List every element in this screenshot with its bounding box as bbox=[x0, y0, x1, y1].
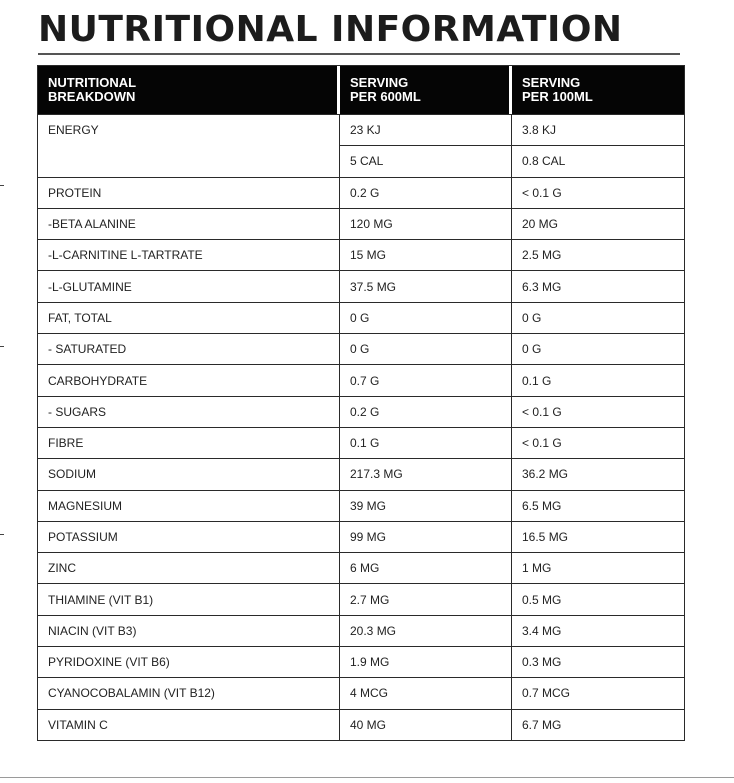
table-row bbox=[38, 333, 684, 364]
value-per-100ml: 2.5 MG bbox=[512, 239, 684, 270]
table-row bbox=[38, 677, 684, 708]
value-per-600ml: 0.7 G bbox=[340, 364, 512, 395]
value-per-600ml: 0.1 G bbox=[340, 427, 512, 458]
value-per-600ml: 4 MCG bbox=[340, 677, 512, 708]
table-row bbox=[38, 302, 684, 333]
value-per-100ml: 0.3 MG bbox=[512, 646, 684, 677]
table-row bbox=[38, 177, 684, 208]
nutrient-name: PROTEIN bbox=[38, 177, 340, 208]
value-per-100ml: 6.3 MG bbox=[512, 270, 684, 301]
table-row bbox=[38, 427, 684, 458]
edge-tick-mark bbox=[0, 346, 4, 347]
nutrient-name: ZINC bbox=[38, 552, 340, 583]
nutrient-name: CARBOHYDRATE bbox=[38, 364, 340, 395]
header-serving-100ml bbox=[512, 66, 684, 114]
table-row bbox=[38, 646, 684, 677]
nutrient-name: - SUGARS bbox=[38, 396, 340, 427]
nutrient-name: POTASSIUM bbox=[38, 521, 340, 552]
table-row bbox=[38, 709, 684, 740]
value-per-100ml: 0 G bbox=[512, 333, 684, 364]
nutrient-name: -L-GLUTAMINE bbox=[38, 270, 340, 301]
value-per-100ml: < 0.1 G bbox=[512, 177, 684, 208]
nutrient-name: FIBRE bbox=[38, 427, 340, 458]
table-row bbox=[38, 396, 684, 427]
header-nutritional-breakdown bbox=[38, 66, 340, 114]
value-per-600ml: 5 CAL bbox=[340, 145, 512, 176]
value-per-600ml: 0 G bbox=[340, 333, 512, 364]
value-per-100ml: 0 G bbox=[512, 302, 684, 333]
value-per-100ml: 36.2 MG bbox=[512, 458, 684, 489]
value-per-100ml: 0.1 G bbox=[512, 364, 684, 395]
nutrient-name: THIAMINE (VIT B1) bbox=[38, 583, 340, 614]
table-row bbox=[38, 615, 684, 646]
nutrient-name: MAGNESIUM bbox=[38, 490, 340, 521]
value-per-600ml: 40 MG bbox=[340, 709, 512, 740]
edge-tick-mark bbox=[0, 534, 4, 535]
value-per-600ml: 39 MG bbox=[340, 490, 512, 521]
value-per-100ml: 0.5 MG bbox=[512, 583, 684, 614]
nutrient-name: PYRIDOXINE (VIT B6) bbox=[38, 646, 340, 677]
header-line: BREAKDOWN bbox=[48, 89, 136, 104]
nutrient-name: VITAMIN C bbox=[38, 709, 340, 740]
value-per-600ml: 20.3 MG bbox=[340, 615, 512, 646]
nutrient-name: SODIUM bbox=[38, 458, 340, 489]
value-per-600ml: 0.2 G bbox=[340, 177, 512, 208]
value-per-100ml: 3.8 KJ bbox=[512, 114, 684, 145]
value-per-100ml: 6.7 MG bbox=[512, 709, 684, 740]
value-per-600ml: 99 MG bbox=[340, 521, 512, 552]
value-per-600ml: 0.2 G bbox=[340, 396, 512, 427]
nutrition-table bbox=[37, 65, 685, 741]
bottom-divider bbox=[0, 777, 734, 778]
value-per-100ml: 3.4 MG bbox=[512, 615, 684, 646]
table-row bbox=[38, 583, 684, 614]
nutrient-name: -L-CARNITINE L-TARTRATE bbox=[38, 239, 340, 270]
nutrient-name: CYANOCOBALAMIN (VIT B12) bbox=[38, 677, 340, 708]
value-per-100ml: < 0.1 G bbox=[512, 427, 684, 458]
value-per-100ml: 0.7 MCG bbox=[512, 677, 684, 708]
value-per-600ml: 23 KJ bbox=[340, 114, 512, 145]
table-header-row bbox=[38, 66, 684, 114]
table-row bbox=[38, 490, 684, 521]
value-per-100ml: 1 MG bbox=[512, 552, 684, 583]
header-line: NUTRITIONAL bbox=[48, 75, 137, 90]
header-line: SERVING bbox=[522, 75, 581, 90]
value-per-100ml: 16.5 MG bbox=[512, 521, 684, 552]
nutrient-name: FAT, TOTAL bbox=[38, 302, 340, 333]
table-row-energy-kj bbox=[38, 114, 684, 145]
table-row bbox=[38, 239, 684, 270]
header-serving-600ml bbox=[340, 66, 512, 114]
value-per-100ml: 0.8 CAL bbox=[512, 145, 684, 176]
title-divider bbox=[38, 53, 680, 55]
table-row bbox=[38, 270, 684, 301]
table-row bbox=[38, 552, 684, 583]
value-per-600ml: 15 MG bbox=[340, 239, 512, 270]
value-per-600ml: 0 G bbox=[340, 302, 512, 333]
value-per-600ml: 120 MG bbox=[340, 208, 512, 239]
table-row bbox=[38, 364, 684, 395]
header-line: SERVING bbox=[350, 75, 409, 90]
value-per-600ml: 2.7 MG bbox=[340, 583, 512, 614]
value-per-100ml: 20 MG bbox=[512, 208, 684, 239]
nutrient-name: ENERGY bbox=[38, 114, 340, 177]
edge-tick-mark bbox=[0, 185, 4, 186]
nutrient-name: NIACIN (VIT B3) bbox=[38, 615, 340, 646]
table-row bbox=[38, 208, 684, 239]
header-line: PER 600ML bbox=[350, 89, 421, 104]
nutrient-name: - SATURATED bbox=[38, 333, 340, 364]
nutrient-name: -BETA ALANINE bbox=[38, 208, 340, 239]
value-per-100ml: 6.5 MG bbox=[512, 490, 684, 521]
value-per-100ml: < 0.1 G bbox=[512, 396, 684, 427]
value-per-600ml: 37.5 MG bbox=[340, 270, 512, 301]
value-per-600ml: 1.9 MG bbox=[340, 646, 512, 677]
page-title: NUTRITIONAL INFORMATION bbox=[38, 9, 623, 50]
value-per-600ml: 6 MG bbox=[340, 552, 512, 583]
value-per-600ml: 217.3 MG bbox=[340, 458, 512, 489]
table-row bbox=[38, 521, 684, 552]
table-row bbox=[38, 458, 684, 489]
header-line: PER 100ML bbox=[522, 89, 593, 104]
